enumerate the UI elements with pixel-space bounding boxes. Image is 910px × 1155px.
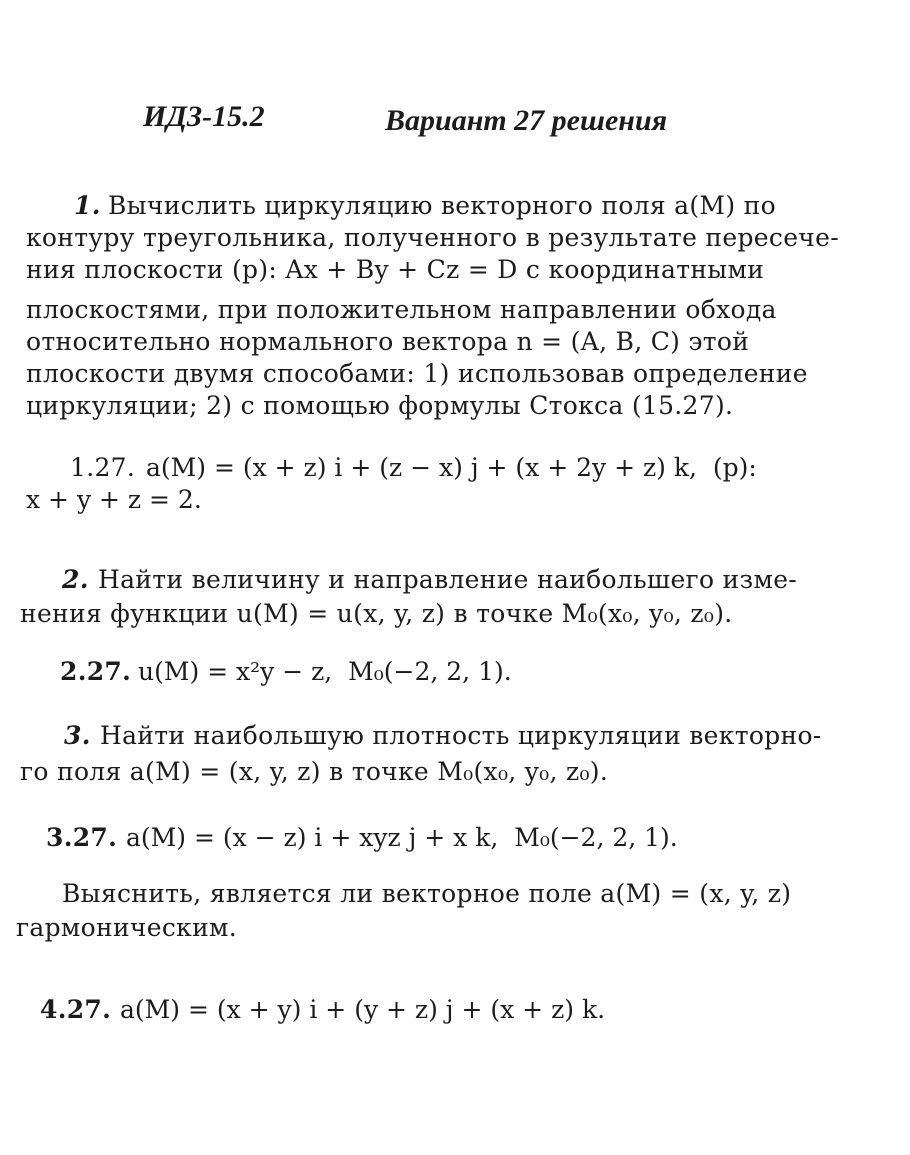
task-line: Вычислить циркуляцию векторного поля a(M) по xyxy=(108,191,776,220)
task-line: ния плоскости (p): Ax + By + Cz = D с координатными xyxy=(26,255,765,284)
task-line: Найти величину и направление наибольшего изме- xyxy=(98,565,798,594)
task-line: циркуляции; 2) с помощью формулы Стокса (15.27). xyxy=(26,391,734,420)
task-number: 2. xyxy=(62,565,89,594)
variant-label: 2.27. xyxy=(60,657,132,686)
variant-label: 1.27. xyxy=(70,453,136,482)
task-line: гармоническим. xyxy=(16,913,238,942)
variant-formula: a(M) = (x + z) i + (z − x) j + (x + 2y + z) k, (p): xyxy=(146,453,757,482)
task-line: плоскостями, при положительном направлении обхода xyxy=(26,295,777,324)
task-line: контуру треугольника, полученного в результате пересече- xyxy=(26,223,839,252)
task-line: го поля a(M) = (x, y, z) в точке M₀(x₀, y₀, z₀). xyxy=(20,757,609,786)
variant-title: Вариант 27 решения xyxy=(385,104,668,137)
variant-label: 4.27. xyxy=(40,995,112,1024)
assignment-code: ИДЗ-15.2 xyxy=(143,100,265,133)
task-line: Выяснить, является ли векторное поле a(M) = (x, y, z) xyxy=(62,879,792,908)
task-line: относительно нормального вектора n = (A, B, C) этой xyxy=(26,327,750,356)
variant-formula: a(M) = (x + y) i + (y + z) j + (x + z) k. xyxy=(120,995,606,1024)
task-line: нения функции u(M) = u(x, y, z) в точке M₀(x₀, y₀, z₀). xyxy=(20,599,733,628)
task-line: Найти наибольшую плотность циркуляции векторно- xyxy=(100,721,822,750)
variant-formula: a(M) = (x − z) i + xyz j + x k, M₀(−2, 2, 1). xyxy=(126,823,678,852)
variant-formula: u(M) = x²y − z, M₀(−2, 2, 1). xyxy=(138,657,512,686)
variant-formula: x + y + z = 2. xyxy=(26,485,202,514)
task-number: 3. xyxy=(64,721,91,750)
task-number: 1. xyxy=(74,191,101,220)
variant-label: 3.27. xyxy=(46,823,118,852)
task-line: плоскости двумя способами: 1) использовав определение xyxy=(26,359,808,388)
